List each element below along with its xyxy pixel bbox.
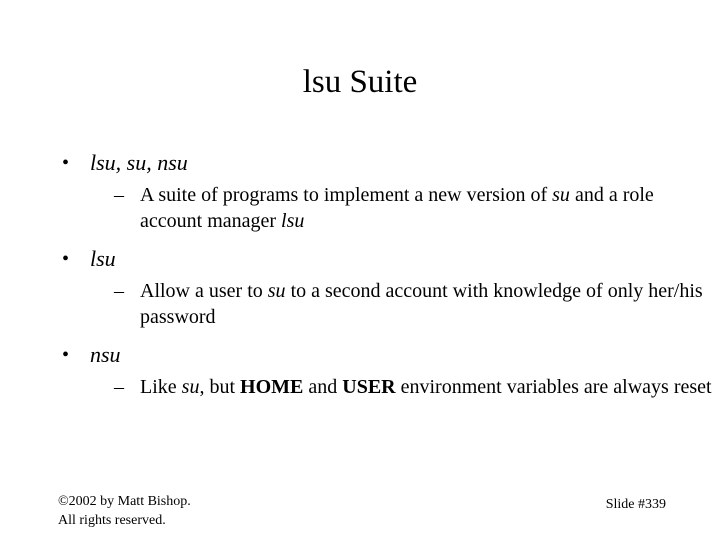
dash-glyph-icon: – (114, 280, 124, 302)
bullet-item-2-label: lsu (90, 246, 116, 271)
bullet-glyph-icon: • (62, 152, 70, 174)
page-title: lsu Suite (302, 64, 418, 100)
sub-bullet-item-2-label: Allow a user to su to a second account with knowledge of only her/his password (140, 280, 703, 328)
footer-copyright-line-1: ©2002 by Matt Bishop. (58, 494, 191, 509)
sub-bullet-item-3-label: Like su, but HOME and USER environment variables are always reset (140, 376, 712, 398)
bullet-glyph-icon: • (62, 344, 70, 366)
dash-glyph-icon: – (114, 376, 124, 398)
sub-bullet-item-2 (52, 278, 720, 330)
sub-bullet-item-3 (52, 374, 720, 400)
sub-bullet-item-1-label: A suite of programs to implement a new version of su and a role account manager lsu (140, 184, 654, 232)
sub-bullet-item-1 (52, 182, 720, 234)
bullet-glyph-icon: • (62, 248, 70, 270)
bullet-item-1 (52, 148, 672, 178)
footer-copyright-line-2: All rights reserved. (58, 513, 166, 528)
dash-glyph-icon: – (114, 184, 124, 206)
footer-copyright (58, 492, 191, 530)
bullet-item-3-label: nsu (90, 342, 121, 367)
bullet-item-1-label: lsu, su, nsu (90, 150, 188, 175)
slide-body (52, 148, 712, 410)
bullet-item-2 (52, 244, 672, 274)
bullet-item-3 (52, 340, 672, 370)
slide-number: Slide #339 (605, 497, 666, 512)
